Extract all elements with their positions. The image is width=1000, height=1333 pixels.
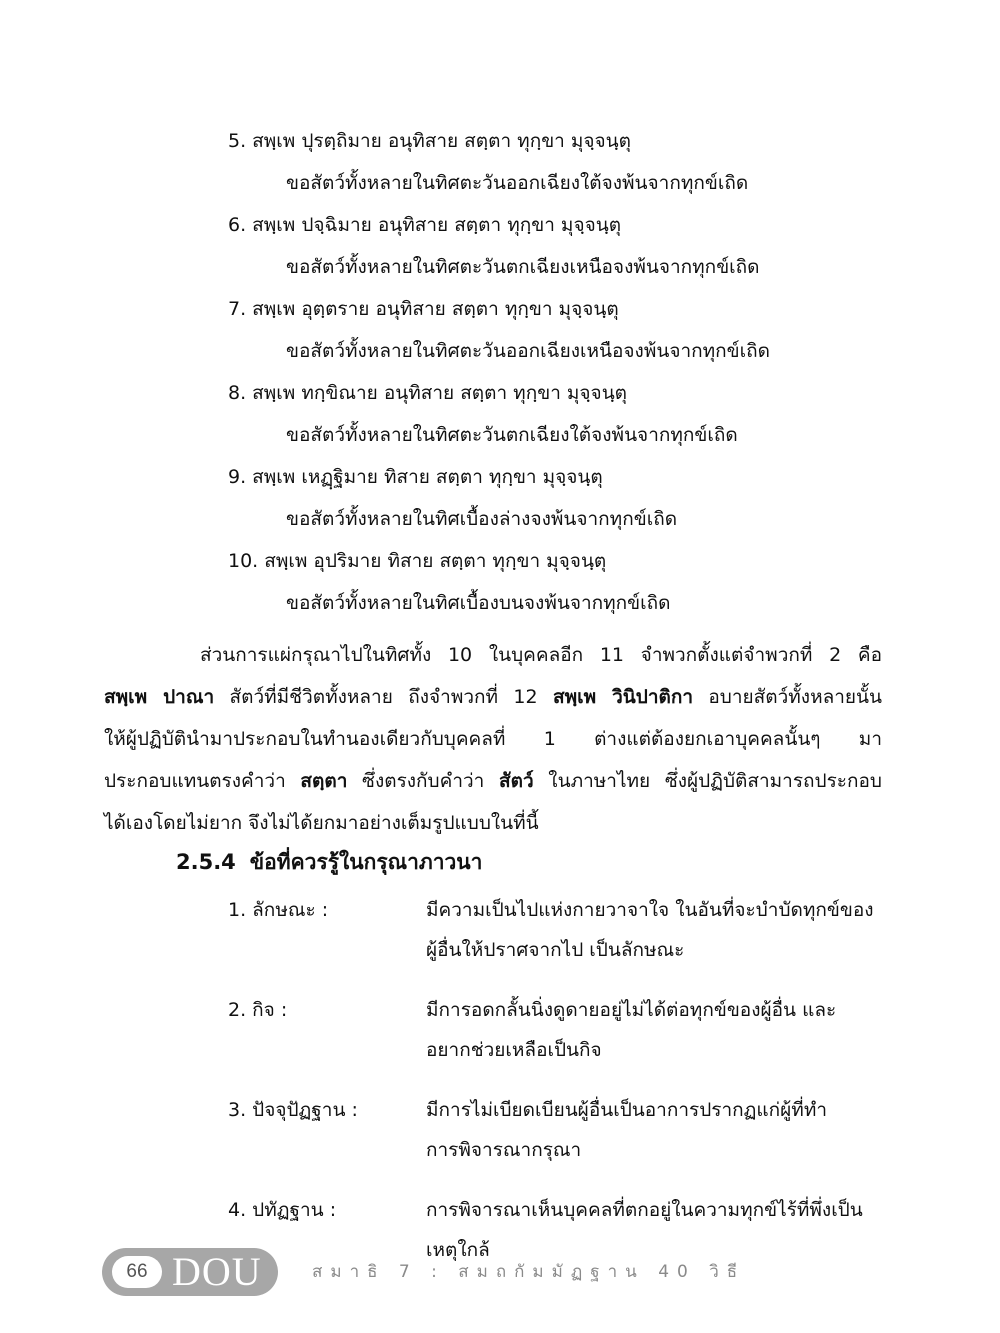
description-line: มีการไม่เบียดเบียนผู้อื่นเป็นอาการปรากฏแก่ผู้ที่ทำ [426,1099,828,1121]
bold-term: สัตว์ [499,770,534,792]
list-item [228,204,928,288]
bold-term: สพฺเพ ปาณา [104,686,215,708]
definition-item [228,890,888,990]
definition-description [426,1090,884,1170]
description-line: ผู้อื่นให้ปราศจากไป เป็นลักษณะ [426,939,685,961]
list-item [228,540,928,624]
paragraph-text: ได้เองโดยไม่ยาก จึงไม่ได้ยกมาอย่างเต็มรูปแบบในที่นี้ [104,812,539,834]
paragraph-text: ให้ผู้ปฏิบัตินำมาประกอบในทำนองเดียวกับบุคคลที่ 1 ต่างแต่ต้องยกเอาบุคคลนั้นๆ มา [104,728,882,750]
definition-item [228,990,888,1090]
paragraph-text: อบายสัตว์ทั้งหลายนั้น [693,686,883,708]
bold-term: สตฺตา [300,770,348,792]
pali-verse: 7. สพฺเพ อุตฺตราย อนุทิสาย สตฺตา ทุกฺขา มุจฺจนฺตุ [228,298,619,320]
thai-translation: ขอสัตว์ทั้งหลายในทิศตะวันออกเฉียงใต้จงพ้นจากทุกข์เถิด [286,172,749,194]
pali-verse: 10. สพฺเพ อุปริมาย ทิสาย สตฺตา ทุกฺขา มุจฺจนฺตุ [228,550,607,572]
definition-term: 4. ปทัฏฐาน : [228,1199,337,1221]
section-number: 2.5.4 [176,850,236,874]
book-title: สมาธิ 7 : สมถกัมมัฏฐาน 40 วิธี [312,1262,746,1282]
paragraph-line [104,634,882,676]
paragraph-line [104,676,882,718]
paragraph-text: ในภาษาไทย ซึ่งผู้ปฏิบัติสามารถประกอบ [533,770,882,792]
list-item [228,288,928,372]
pali-verse: 6. สพฺเพ ปจฺฉิมาย อนุทิสาย สตฺตา ทุกฺขา มุจฺจนฺตุ [228,214,622,236]
dou-badge [102,1248,278,1296]
description-line: มีการอดกลั้นนิ่งดูดายอยู่ไม่ได้ต่อทุกข์ของผู้อื่น และ [426,999,837,1021]
paragraph-line [104,760,882,802]
paragraph-text: สัตว์ที่มีชีวิตทั้งหลาย ถึงจำพวกที่ 12 [214,686,553,708]
dou-logo: DOU [172,1249,262,1294]
definition-term: 1. ลักษณะ : [228,899,329,921]
description-line: อยากช่วยเหลือเป็นกิจ [426,1039,602,1061]
paragraph-text: ส่วนการแผ่กรุณาไปในทิศทั้ง 10 ในบุคคลอีก 11 จำพวกตั้งแต่จำพวกที่ 2 คือ [200,644,882,666]
section-heading [176,842,482,882]
description-line: เหตุใกล้ [426,1239,490,1261]
thai-translation: ขอสัตว์ทั้งหลายในทิศเบื้องบนจงพ้นจากทุกข์เถิด [286,592,671,614]
body-paragraph [104,634,882,844]
thai-translation: ขอสัตว์ทั้งหลายในทิศตะวันออกเฉียงเหนือจงพ้นจากทุกข์เถิด [286,340,770,362]
description-line: การพิจารณากรุณา [426,1139,582,1161]
thai-translation: ขอสัตว์ทั้งหลายในทิศตะวันตกเฉียงใต้จงพ้นจากทุกข์เถิด [286,424,738,446]
paragraph-text: ประกอบแทนตรงคำว่า [104,770,301,792]
definition-item [228,1090,888,1190]
list-item [228,372,928,456]
description-line: การพิจารณาเห็นบุคคลที่ตกอยู่ในความทุกข์ไร้ที่พึ่งเป็น [426,1199,863,1221]
list-item [228,120,928,204]
definition-description [426,890,884,970]
pali-verse: 5. สพฺเพ ปุรตฺถิมาย อนุทิสาย สตฺตา ทุกฺขา มุจฺจนฺตุ [228,130,632,152]
thai-translation: ขอสัตว์ทั้งหลายในทิศเบื้องล่างจงพ้นจากทุกข์เถิด [286,508,678,530]
definition-list [228,890,888,1290]
section-title: ข้อที่ควรรู้ในกรุณาภาวนา [249,850,483,874]
paragraph-text: ซึ่งตรงกับคำว่า [347,770,500,792]
page-number: 66 [112,1256,162,1288]
description-line: มีความเป็นไปแห่งกายวาจาใจ ในอันที่จะบำบัดทุกข์ของ [426,899,874,921]
thai-translation: ขอสัตว์ทั้งหลายในทิศตะวันตกเฉียงเหนือจงพ้นจากทุกข์เถิด [286,256,760,278]
direction-chant-list [228,120,928,624]
pali-verse: 8. สพฺเพ ทกฺขิณาย อนุทิสาย สตฺตา ทุกฺขา มุจฺจนฺตุ [228,382,628,404]
paragraph-line [104,718,882,760]
list-item [228,456,928,540]
definition-description [426,990,884,1070]
definition-term: 3. ปัจจุปัฏฐาน : [228,1099,358,1121]
pali-verse: 9. สพฺเพ เหฏฺฐิมาย ทิสาย สตฺตา ทุกฺขา มุจฺจนฺตุ [228,466,603,488]
definition-term: 2. กิจ : [228,999,288,1021]
page-footer [102,1248,802,1296]
bold-term: สพฺเพ วินิปาติกา [553,686,693,708]
paragraph-line [104,802,882,844]
